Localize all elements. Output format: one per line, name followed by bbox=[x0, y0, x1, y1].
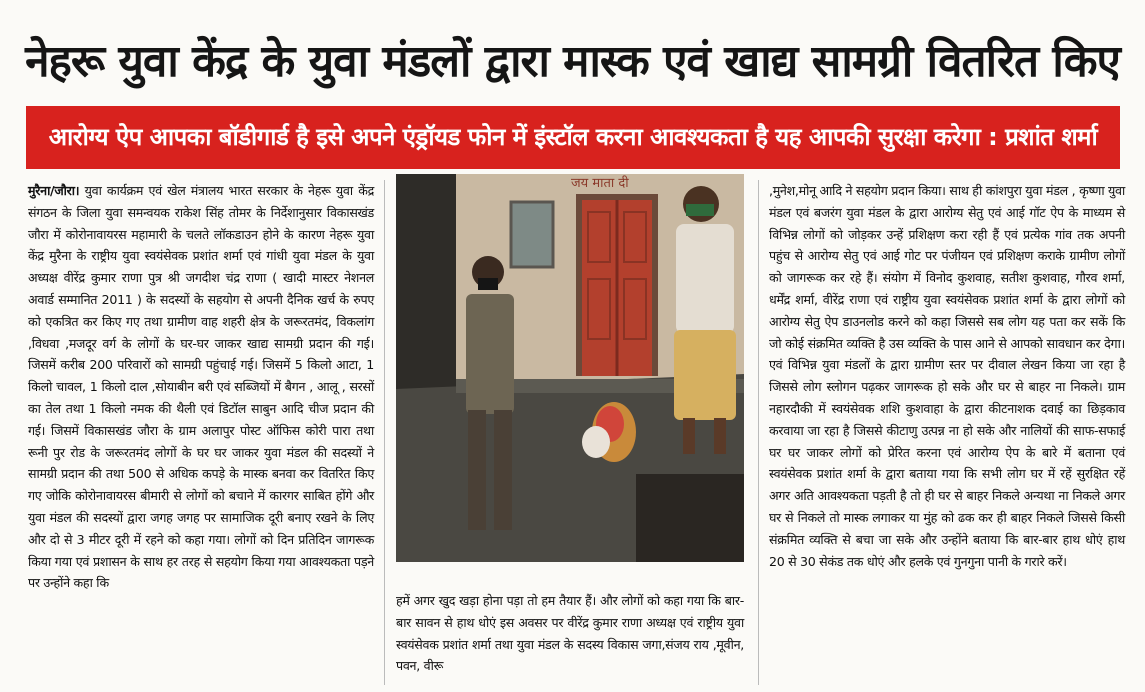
article-column-right: ,मुनेश,मोनू आदि ने सहयोग प्रदान किया। साथ ही कांशपुरा युवा मंडल , कृष्णा युवा मंडल एवं बजरंग युवा मंडल के द्वारा आरोग्य सेतु एवं आई गॉट ऐप के माध्यम से विभिन्न लोगों को जोड़कर उन्हें प्रशिक्षण करा रही हैं एवं प्रत्येक गांव तक अपनी पहुंच से आरोग्य सेतु एवं आई गोट पर पंजीयन एवं प्रशिक्षण कराके ग्रामीण लोगों को जागरूक कर रहे हैं। संयोग में विनोद कुशवाह, सतीश कुशवाह, गौरव शर्मा, धर्मेंद्र शर्मा, वीरेंद्र राणा एवं राष्ट्रीय युवा स्वयंसेवक प्रशांत शर्मा के द्वारा लोगों को आरोग्य सेतु ऐप डाउनलोड करने को कहा जिससे सब लोग यह पता कर सकें कि जो कोई संक्रमित व्यक्ति है उस व्यक्ति के पास आने से आपको सावधान कर देगा। एवं विभिन्न युवा मंडलों के द्वारा ग्रामीण स्तर पर दीवाल लेखन किया जा रहा है जिससे लोग स्लोगन पढ़कर जागरूक हो सके और घर से बाहर ना निकले। ग्राम नहारदौकी में स्वयंसेवक शशि कुशवाहा के द्वारा कीटनाशक दवाई का छिड़काव करवाया जा रहा है जिससे कीटाणु उत्पन्न ना हो सके और नालियों की साफ-सफाई घर घर जाकर लोगों को प्रेरित करना एवं आरोग्य ऐप के बारे में बताना एवं स्वयंसेवक प्रशांत शर्मा के द्वारा बताया गया कि सभी लोग घर में रहें सुरक्षित रहें अगर अति आवश्यकता पड़ती है तो ही घर से बाहर निकले अन्यथा ना निकले अगर घर से निकले तो मास्क लगाकर या मुंह को ढक कर ही बाहर निकले जिससे किसी संक्रमित व्यक्ति से बचा जा सके और उन्होंने बताया कि बार-बार हाथ धोएं हाथ 20 से 30 सेकंड तक धोएं और हलके एवं गुनगुना पानी के गरारे करें। bbox=[758, 180, 1125, 685]
dateline: मुरैना/जौरा। bbox=[28, 183, 80, 198]
photo-person-right bbox=[674, 186, 736, 454]
subheadline-text: आरोग्य ऐप आपका बॉडीगार्ड है इसे अपने एंड्रॉयड फोन में इंस्टॉल करना आवश्यकता है यह आपकी सुरक्षा करेगा : प्रशांत शर्मा bbox=[48, 123, 1098, 151]
headline: नेहरू युवा केंद्र के युवा मंडलों द्वारा मास्क एवं खाद्य सामग्री वितरित किए bbox=[25, 36, 1120, 87]
page-corner-mark bbox=[4, 0, 44, 10]
article-column-middle: हमें अगर खुद खड़ा होना पड़ा तो हम तैयार हैं। और लोगों को कहा गया कि बार-बार सावन से हाथ धोएं इस अवसर पर वीरेंद्र कुमार राणा अध्यक्ष एवं राष्ट्रीय युवा स्वयंसेवक प्रशांत शर्मा तथा युवा मंडल के सदस्य विकास जगा,संजय राय ,मूवीन, पवन, वीरू bbox=[396, 593, 744, 674]
column-left-text: युवा कार्यक्रम एवं खेल मंत्रालय भारत सरकार के नेहरू युवा केंद्र संगठन के जिला युवा समन्वयक राकेश सिंह तोमर के निर्देशानुसार विकासखंड जौरा में कोरोनावायरस महामारी के चलते लॉकडाउन होने के कारण नेहरू युवा केंद्र मुरैना के राष्ट्रीय युवा स्वयंसेवक प्रशांत शर्मा एवं गांधी युवा मंडल के युवा अध्यक्ष वीरेंद्र कुमार राणा पुत्र श्री जगदीश चंद्र राणा ( खादी मास्टर नेशनल अवार्ड सम्मानित 2011 ) के सदस्यों के सहयोग से अपनी दैनिक खर्च के रुपए को एकत्रित कर किए गए तथा ग्रामीण वाह शहरी क्षेत्र के जरूरतमंद, विकलांग ,विधवा ,मजदूर वर्ग के लोगों के घर-घर जाकर खाद्य सामग्री प्रदान की गई। जिसमें करीब 200 परिवारों को सामग्री पहुंचाई गई। जिसमें 5 किलो आटा, 1 किलो चावल, 1 किलो दाल ,सोयाबीन बरी एवं सब्जियों में बैगन , आलू , सरसों का तेल तथा 1 किलो नमक की थैली एवं डिटॉल साबुन आदि चीज प्रदान की गई। जिसमें विकासखंड जौरा के ग्राम अलापुर पोस्ट ऑफिस कोरी पारा तथा रूनी पुर रोड के जरूरतमंद लोगों के घर घर जाकर युवा मंडल की सदस्यों ने सामग्री प्रदान की तथा 500 से अधिक कपड़े के मास्क बनवा कर वितरित किए गए जोकि कोरोनावायरस बीमारी से लोगों को बचाने में कारगर साबित होंगे और युवा मंडल की सदस्यों द्वारा जगह जगह पर सामाजिक दूरी बनाए रखने के लिए और दो से 3 मीटर दूरी में रहने को कहा गया। लोगों को दिन प्रतिदिन जागरूक किया गया एवं प्रशासन के साथ हर तरह से सहयोग किया गया आवश्यकता पड़ने पर उन्होंने कहा कि bbox=[28, 183, 374, 591]
photo-illustration bbox=[396, 174, 744, 562]
article-column-left bbox=[28, 180, 385, 685]
subheadline-banner bbox=[26, 106, 1120, 169]
photo-wall-text: जय माता दी bbox=[571, 176, 629, 191]
news-photo bbox=[396, 174, 744, 562]
